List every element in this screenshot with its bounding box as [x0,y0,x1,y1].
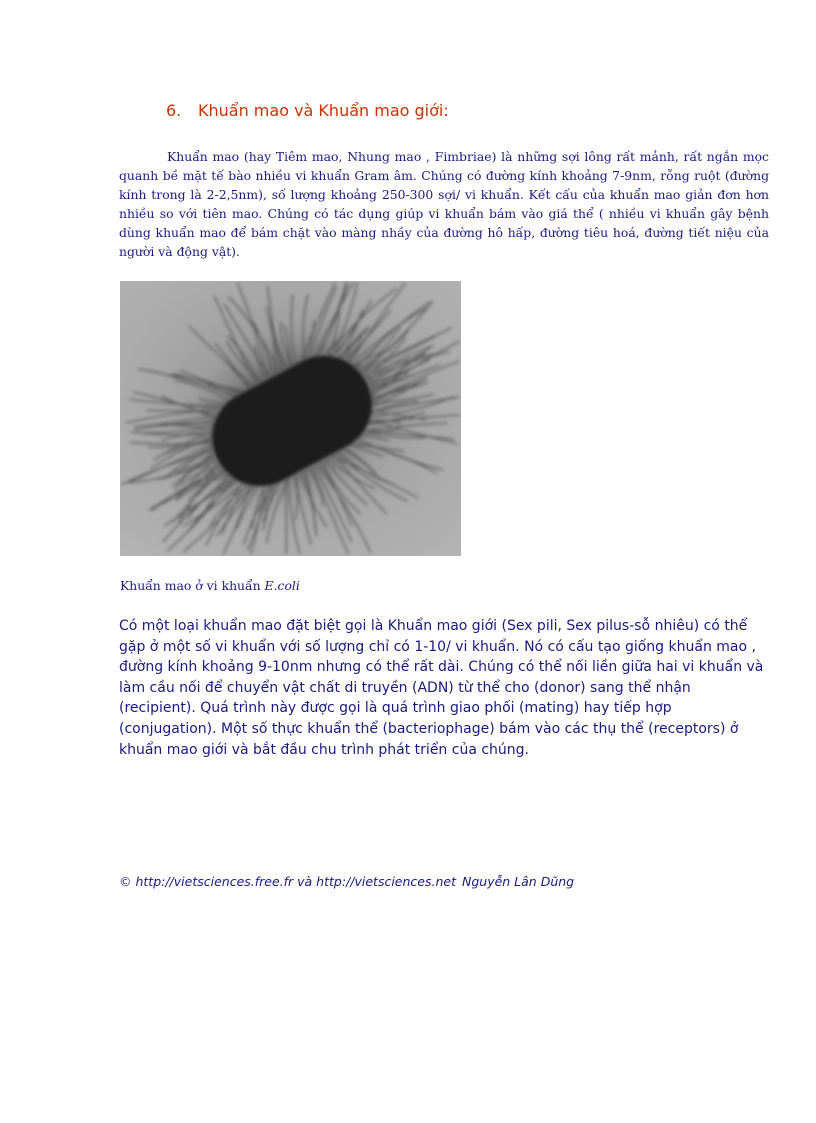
section-title: Khuẩn mao và Khuẩn mao giới: [198,101,449,120]
footer-credit [119,874,574,889]
sex-pili-paragraph: Có một loại khuẩn mao đặt biệt gọi là Khuẩn mao giới (Sex pili, Sex pilus-sỗ nhiêu) có thể gặp ở một số vi khuẩn với số lượng chỉ có 1-10/ vi khuẩn. Nó có cấu tạo giống khuẩn mao , đường kính khoảng 9-10nm nhưng có thể rất dài. Chúng có thể nối liền giữa hai vi khuẩn và làm cầu nối để chuyển vật chất di truyền (ADN) từ thể cho (donor) sang thể nhận (recipient). Quá trình này được gọi là quá trình giao phối (mating) hay tiếp hợp (conjugation). Một số thực khuẩn thể (bacteriophage) bám vào các thụ thể (receptors) ở khuẩn mao giới và bắt đầu chu trình phát triển của chúng. [119,618,764,758]
section-heading [166,101,449,120]
micrograph-image [120,281,461,556]
footer-copyright: © http://vietsciences.free.fr và http://vietsciences.net [119,874,456,889]
footer-author: Nguyễn Lân Dũng [461,874,575,889]
figure-caption [120,578,300,593]
intro-paragraph: Khuẩn mao (hay Tiêm mao, Nhung mao , Fimbriae) là những sợi lông rất mảnh, rất ngắn mọc quanh bề mặt tế bào nhiều vi khuẩn Gram âm. Chúng có đường kính khoảng 7-9nm, rỗng ruột (đường kính trong là 2-2,5nm), số lượng khoảng 250-300 sợi/ vi khuẩn. Kết cấu của khuẩn mao giản đơn hơn nhiều so với tiên mao. Chúng có tác dụng giúp vi khuẩn bám vào giá thể ( nhiều vi khuẩn gây bệnh dùng khuẩn mao để bám chặt vào màng nhầy của đường hô hấp, đường tiêu hoá, đường tiết niệu của người và động vật). [119,149,769,259]
ecoli-fimbriae-photo [120,281,461,556]
caption-text: Khuẩn mao ở vi khuẩn [120,578,265,593]
caption-species: E.coli [264,578,300,593]
section-number: 6. [166,101,182,120]
